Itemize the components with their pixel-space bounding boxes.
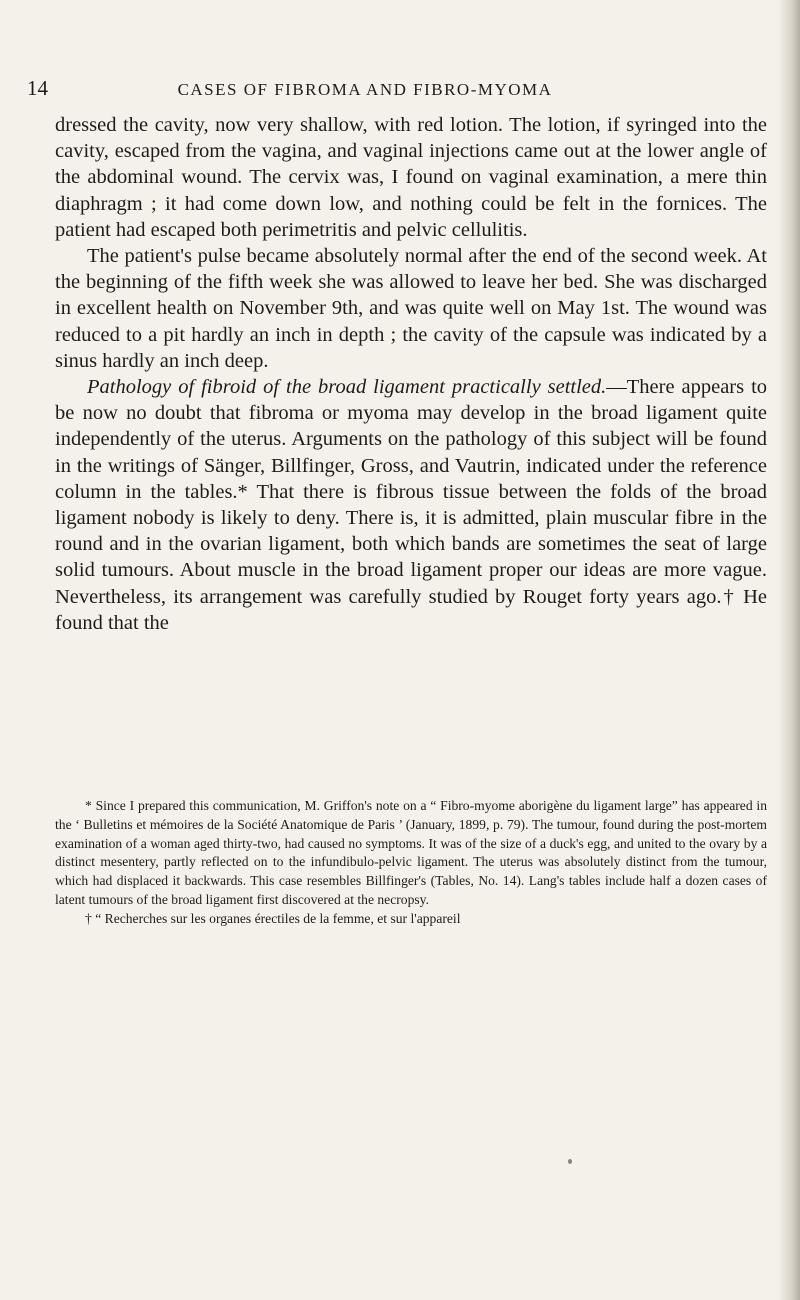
page-header xyxy=(0,76,800,106)
paragraph-3 xyxy=(55,374,767,636)
footnotes xyxy=(55,797,767,929)
footnote-2: † “ Recherches sur les organes érectiles de la femme, et sur l'appareil xyxy=(85,910,461,926)
body-text xyxy=(55,112,767,636)
paragraph-3-heading: Pathology of fibroid of the broad ligament practically settled. xyxy=(87,376,607,399)
paragraph-2: The patient's pulse became absolutely normal after the end of the second week. At the beginning of the fifth week she was allowed to leave her bed. She was discharged in excellent health on November 9th, and was quite well on May 1st. The wound was reduced to a pit hardly an inch in depth ; the cavity of the capsule was indicated by a sinus hardly an inch deep. xyxy=(55,245,767,372)
print-speck xyxy=(568,1159,572,1164)
page-number: 14 xyxy=(27,76,48,100)
paragraph-3-text: —There appears to be now no doubt that fibroma or myoma may develop in the broad ligament quite independently of the uterus. Arguments on the pathology of this subject will be found in the writings of Sänger, Billfinger, Gross, and Vautrin, indicated under the reference column in the tables.* That there is fibrous tissue between the folds of the broad ligament nobody is likely to deny. There is, it is admitted, plain muscular fibre in the round and in the ovarian ligament, both which bands are sometimes the seat of large solid tumours. About muscle in the broad ligament proper our ideas are more vague. Nevertheless, its arrangement was carefully studied by Rouget forty years ago.† He found that the xyxy=(55,376,768,634)
page-edge-shadow xyxy=(778,0,800,1300)
paragraph-1: dressed the cavity, now very shallow, with red lotion. The lotion, if syringed into the cavity, escaped from the vagina, and vaginal injections came out at the lower angle of the abdominal wound. The cervix was, I found on vaginal examination, a mere thin diaphragm ; it had come down low, and nothing could be felt in the fornices. The patient had escaped both perimetritis and pelvic cellulitis. xyxy=(55,114,767,241)
running-head: CASES OF FIBROMA AND FIBRO-MYOMA xyxy=(177,80,553,99)
footnote-1: * Since I prepared this communication, M. Griffon's note on a “ Fibro-myome aborigène du ligament large” has appeared in the ‘ Bulletins et mémoires de la Société Anatomique de Paris ’ (January, 1899, p. 79). The tumour, found during the post-mortem examination of a woman aged thirty-two, had caused no symptoms. It was of the size of a duck's egg, and united to the ovary by a distinct mesentery, partly reflected on to the infundibulo-pelvic ligament. The uterus was absolutely distinct from the tumour, which had displaced it backwards. This case resembles Billfinger's (Tables, No. 14). Lang's tables include half a dozen cases of latent tumours of the broad ligament first discovered at the necropsy. xyxy=(55,798,767,907)
